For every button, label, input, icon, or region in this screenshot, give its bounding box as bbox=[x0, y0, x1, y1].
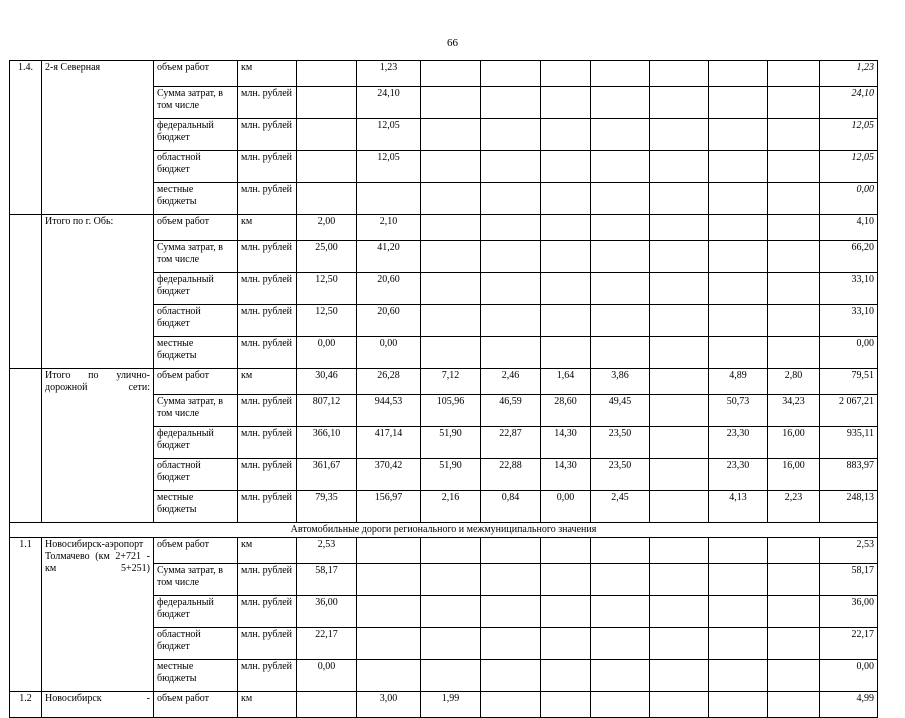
value-cell: 1,64 bbox=[541, 369, 591, 395]
value-cell: 1,23 bbox=[357, 61, 421, 87]
value-cell bbox=[481, 215, 541, 241]
value-cell bbox=[650, 337, 709, 369]
value-cell: 2,00 bbox=[297, 215, 357, 241]
value-cell bbox=[421, 151, 481, 183]
value-cell: 156,97 bbox=[357, 491, 421, 523]
value-cell bbox=[297, 151, 357, 183]
value-cell: 4,89 bbox=[709, 369, 768, 395]
value-cell bbox=[541, 305, 591, 337]
object-name: Итого по г. Обь: bbox=[42, 215, 154, 369]
value-cell: 2,16 bbox=[421, 491, 481, 523]
value-cell bbox=[650, 395, 709, 427]
value-cell bbox=[481, 596, 541, 628]
value-cell bbox=[768, 305, 820, 337]
value-cell bbox=[709, 87, 768, 119]
value-cell: 12,50 bbox=[297, 305, 357, 337]
value-cell bbox=[650, 628, 709, 660]
value-cell: 366,10 bbox=[297, 427, 357, 459]
value-cell bbox=[768, 151, 820, 183]
value-cell: 12,50 bbox=[297, 273, 357, 305]
indicator-label: Сумма затрат, в том числе bbox=[154, 395, 238, 427]
unit-cell: млн. рублей bbox=[238, 87, 297, 119]
value-cell bbox=[591, 241, 650, 273]
unit-cell: км bbox=[238, 369, 297, 395]
value-cell bbox=[650, 183, 709, 215]
unit-cell: млн. рублей bbox=[238, 241, 297, 273]
value-cell bbox=[591, 215, 650, 241]
value-cell: 16,00 bbox=[768, 459, 820, 491]
indicator-label: Сумма затрат, в том числе bbox=[154, 564, 238, 596]
indicator-label: местные бюджеты bbox=[154, 491, 238, 523]
unit-cell: млн. рублей bbox=[238, 427, 297, 459]
value-cell: 22,87 bbox=[481, 427, 541, 459]
unit-cell: км bbox=[238, 215, 297, 241]
table-row bbox=[10, 538, 878, 564]
value-cell bbox=[481, 87, 541, 119]
total-cell: 4,99 bbox=[820, 692, 878, 718]
funding-table bbox=[9, 60, 878, 718]
value-cell bbox=[591, 564, 650, 596]
page-number: 66 bbox=[447, 37, 458, 49]
value-cell bbox=[591, 61, 650, 87]
value-cell bbox=[709, 273, 768, 305]
section-title: Автомобильные дороги регионального и межмуниципального значения bbox=[10, 523, 878, 538]
value-cell bbox=[709, 538, 768, 564]
value-cell bbox=[709, 628, 768, 660]
total-cell: 2 067,21 bbox=[820, 395, 878, 427]
value-cell bbox=[591, 87, 650, 119]
value-cell bbox=[768, 183, 820, 215]
value-cell bbox=[768, 692, 820, 718]
value-cell: 24,10 bbox=[357, 87, 421, 119]
value-cell bbox=[357, 183, 421, 215]
total-cell: 24,10 bbox=[820, 87, 878, 119]
value-cell bbox=[591, 692, 650, 718]
value-cell: 0,00 bbox=[357, 337, 421, 369]
total-cell: 1,23 bbox=[820, 61, 878, 87]
total-cell: 22,17 bbox=[820, 628, 878, 660]
value-cell: 3,00 bbox=[357, 692, 421, 718]
total-cell: 2,53 bbox=[820, 538, 878, 564]
indicator-label: федеральный бюджет bbox=[154, 119, 238, 151]
value-cell bbox=[591, 628, 650, 660]
value-cell: 3,86 bbox=[591, 369, 650, 395]
value-cell: 12,05 bbox=[357, 151, 421, 183]
unit-cell: млн. рублей bbox=[238, 337, 297, 369]
value-cell: 49,45 bbox=[591, 395, 650, 427]
total-cell: 36,00 bbox=[820, 596, 878, 628]
unit-cell: млн. рублей bbox=[238, 395, 297, 427]
value-cell: 4,13 bbox=[709, 491, 768, 523]
value-cell bbox=[297, 119, 357, 151]
unit-cell: млн. рублей bbox=[238, 459, 297, 491]
total-cell: 12,05 bbox=[820, 119, 878, 151]
value-cell: 7,12 bbox=[421, 369, 481, 395]
value-cell bbox=[541, 692, 591, 718]
value-cell: 20,60 bbox=[357, 273, 421, 305]
object-name: 2-я Северная bbox=[42, 61, 154, 215]
value-cell bbox=[541, 61, 591, 87]
value-cell bbox=[768, 628, 820, 660]
row-number: 1.1 bbox=[10, 538, 42, 692]
value-cell bbox=[591, 596, 650, 628]
unit-cell: млн. рублей bbox=[238, 628, 297, 660]
indicator-label: объем работ bbox=[154, 369, 238, 395]
value-cell bbox=[650, 151, 709, 183]
value-cell bbox=[481, 337, 541, 369]
unit-cell: млн. рублей bbox=[238, 305, 297, 337]
value-cell bbox=[541, 151, 591, 183]
value-cell bbox=[357, 564, 421, 596]
indicator-label: областной бюджет bbox=[154, 459, 238, 491]
indicator-label: федеральный бюджет bbox=[154, 273, 238, 305]
total-cell: 0,00 bbox=[820, 660, 878, 692]
value-cell bbox=[421, 87, 481, 119]
value-cell bbox=[768, 564, 820, 596]
value-cell: 20,60 bbox=[357, 305, 421, 337]
value-cell bbox=[709, 151, 768, 183]
indicator-label: местные бюджеты bbox=[154, 337, 238, 369]
table-row bbox=[10, 61, 878, 87]
unit-cell: млн. рублей bbox=[238, 119, 297, 151]
value-cell: 50,73 bbox=[709, 395, 768, 427]
value-cell bbox=[541, 628, 591, 660]
total-cell: 935,11 bbox=[820, 427, 878, 459]
value-cell: 22,17 bbox=[297, 628, 357, 660]
table-row bbox=[10, 692, 878, 718]
value-cell bbox=[650, 61, 709, 87]
total-cell: 12,05 bbox=[820, 151, 878, 183]
value-cell bbox=[421, 660, 481, 692]
value-cell bbox=[481, 119, 541, 151]
indicator-label: областной бюджет bbox=[154, 151, 238, 183]
value-cell: 2,23 bbox=[768, 491, 820, 523]
value-cell: 23,50 bbox=[591, 459, 650, 491]
value-cell bbox=[650, 273, 709, 305]
value-cell: 417,14 bbox=[357, 427, 421, 459]
unit-cell: млн. рублей bbox=[238, 564, 297, 596]
value-cell bbox=[541, 273, 591, 305]
value-cell bbox=[297, 61, 357, 87]
unit-cell: млн. рублей bbox=[238, 273, 297, 305]
value-cell bbox=[421, 119, 481, 151]
value-cell bbox=[768, 596, 820, 628]
value-cell bbox=[357, 628, 421, 660]
value-cell bbox=[541, 241, 591, 273]
value-cell bbox=[709, 305, 768, 337]
value-cell: 361,67 bbox=[297, 459, 357, 491]
value-cell: 34,23 bbox=[768, 395, 820, 427]
row-number bbox=[10, 215, 42, 369]
table-row bbox=[10, 215, 878, 241]
value-cell bbox=[650, 369, 709, 395]
value-cell bbox=[650, 692, 709, 718]
value-cell bbox=[421, 337, 481, 369]
value-cell bbox=[591, 151, 650, 183]
total-cell: 0,00 bbox=[820, 183, 878, 215]
value-cell: 23,30 bbox=[709, 459, 768, 491]
value-cell bbox=[709, 660, 768, 692]
value-cell bbox=[421, 273, 481, 305]
total-cell: 4,10 bbox=[820, 215, 878, 241]
unit-cell: млн. рублей bbox=[238, 491, 297, 523]
value-cell bbox=[481, 61, 541, 87]
table-row bbox=[10, 523, 878, 538]
value-cell bbox=[421, 538, 481, 564]
value-cell bbox=[421, 215, 481, 241]
value-cell bbox=[768, 660, 820, 692]
value-cell bbox=[481, 564, 541, 596]
value-cell bbox=[650, 119, 709, 151]
value-cell bbox=[650, 660, 709, 692]
row-number bbox=[10, 369, 42, 523]
indicator-label: федеральный бюджет bbox=[154, 596, 238, 628]
unit-cell: км bbox=[238, 538, 297, 564]
value-cell: 807,12 bbox=[297, 395, 357, 427]
indicator-label: объем работ bbox=[154, 215, 238, 241]
value-cell bbox=[709, 337, 768, 369]
value-cell: 36,00 bbox=[297, 596, 357, 628]
object-name: Итого по улично-дорожной сети: bbox=[42, 369, 154, 523]
indicator-label: Сумма затрат, в том числе bbox=[154, 241, 238, 273]
total-cell: 33,10 bbox=[820, 273, 878, 305]
value-cell bbox=[709, 119, 768, 151]
value-cell bbox=[541, 119, 591, 151]
value-cell bbox=[357, 596, 421, 628]
object-name: Новосибирск - bbox=[42, 692, 154, 718]
unit-cell: км bbox=[238, 692, 297, 718]
total-cell: 33,10 bbox=[820, 305, 878, 337]
value-cell: 2,80 bbox=[768, 369, 820, 395]
value-cell bbox=[421, 61, 481, 87]
indicator-label: объем работ bbox=[154, 692, 238, 718]
total-cell: 883,97 bbox=[820, 459, 878, 491]
value-cell bbox=[357, 538, 421, 564]
value-cell bbox=[709, 183, 768, 215]
value-cell: 2,45 bbox=[591, 491, 650, 523]
value-cell bbox=[768, 119, 820, 151]
value-cell bbox=[650, 427, 709, 459]
value-cell bbox=[768, 273, 820, 305]
indicator-label: федеральный бюджет bbox=[154, 427, 238, 459]
value-cell: 2,46 bbox=[481, 369, 541, 395]
value-cell bbox=[650, 459, 709, 491]
value-cell: 14,30 bbox=[541, 459, 591, 491]
value-cell bbox=[421, 305, 481, 337]
value-cell bbox=[650, 87, 709, 119]
value-cell bbox=[481, 538, 541, 564]
value-cell: 2,10 bbox=[357, 215, 421, 241]
value-cell: 30,46 bbox=[297, 369, 357, 395]
value-cell bbox=[709, 692, 768, 718]
value-cell bbox=[297, 87, 357, 119]
value-cell: 26,28 bbox=[357, 369, 421, 395]
value-cell bbox=[591, 305, 650, 337]
row-number: 1.2 bbox=[10, 692, 42, 718]
value-cell: 25,00 bbox=[297, 241, 357, 273]
value-cell: 12,05 bbox=[357, 119, 421, 151]
value-cell bbox=[481, 151, 541, 183]
value-cell bbox=[481, 628, 541, 660]
value-cell bbox=[709, 61, 768, 87]
value-cell bbox=[297, 692, 357, 718]
indicator-label: объем работ bbox=[154, 61, 238, 87]
value-cell bbox=[768, 215, 820, 241]
value-cell bbox=[650, 564, 709, 596]
value-cell bbox=[768, 337, 820, 369]
value-cell: 370,42 bbox=[357, 459, 421, 491]
value-cell bbox=[541, 596, 591, 628]
value-cell bbox=[650, 215, 709, 241]
unit-cell: млн. рублей bbox=[238, 183, 297, 215]
value-cell bbox=[541, 538, 591, 564]
value-cell bbox=[650, 491, 709, 523]
indicator-label: областной бюджет bbox=[154, 305, 238, 337]
value-cell bbox=[421, 596, 481, 628]
value-cell: 16,00 bbox=[768, 427, 820, 459]
value-cell bbox=[481, 241, 541, 273]
unit-cell: млн. рублей bbox=[238, 596, 297, 628]
value-cell: 1,99 bbox=[421, 692, 481, 718]
value-cell bbox=[591, 273, 650, 305]
value-cell bbox=[650, 241, 709, 273]
unit-cell: млн. рублей bbox=[238, 151, 297, 183]
indicator-label: местные бюджеты bbox=[154, 660, 238, 692]
total-cell: 0,00 bbox=[820, 337, 878, 369]
value-cell: 51,90 bbox=[421, 427, 481, 459]
value-cell bbox=[709, 241, 768, 273]
total-cell: 58,17 bbox=[820, 564, 878, 596]
value-cell: 28,60 bbox=[541, 395, 591, 427]
value-cell bbox=[591, 660, 650, 692]
indicator-label: областной бюджет bbox=[154, 628, 238, 660]
value-cell bbox=[421, 564, 481, 596]
value-cell bbox=[541, 87, 591, 119]
total-cell: 79,51 bbox=[820, 369, 878, 395]
value-cell bbox=[421, 183, 481, 215]
value-cell bbox=[768, 538, 820, 564]
value-cell bbox=[421, 241, 481, 273]
value-cell bbox=[709, 215, 768, 241]
value-cell bbox=[481, 660, 541, 692]
row-number: 1.4. bbox=[10, 61, 42, 215]
value-cell bbox=[650, 305, 709, 337]
value-cell bbox=[541, 183, 591, 215]
value-cell bbox=[541, 564, 591, 596]
value-cell: 79,35 bbox=[297, 491, 357, 523]
value-cell bbox=[768, 87, 820, 119]
value-cell bbox=[591, 337, 650, 369]
value-cell: 0,84 bbox=[481, 491, 541, 523]
total-cell: 248,13 bbox=[820, 491, 878, 523]
value-cell bbox=[357, 660, 421, 692]
value-cell: 0,00 bbox=[541, 491, 591, 523]
value-cell: 46,59 bbox=[481, 395, 541, 427]
value-cell bbox=[768, 241, 820, 273]
value-cell bbox=[481, 273, 541, 305]
value-cell: 0,00 bbox=[297, 660, 357, 692]
value-cell: 23,50 bbox=[591, 427, 650, 459]
value-cell bbox=[481, 183, 541, 215]
value-cell: 944,53 bbox=[357, 395, 421, 427]
value-cell bbox=[709, 564, 768, 596]
value-cell bbox=[591, 119, 650, 151]
value-cell bbox=[297, 183, 357, 215]
value-cell: 22,88 bbox=[481, 459, 541, 491]
value-cell: 41,20 bbox=[357, 241, 421, 273]
value-cell bbox=[650, 596, 709, 628]
value-cell bbox=[541, 337, 591, 369]
unit-cell: км bbox=[238, 61, 297, 87]
value-cell: 14,30 bbox=[541, 427, 591, 459]
value-cell bbox=[768, 61, 820, 87]
value-cell bbox=[541, 660, 591, 692]
object-name: Новосибирск-аэропорт Толмачево (км 2+721 - км 5+251) bbox=[42, 538, 154, 692]
value-cell: 2,53 bbox=[297, 538, 357, 564]
value-cell bbox=[481, 692, 541, 718]
indicator-label: местные бюджеты bbox=[154, 183, 238, 215]
value-cell bbox=[650, 538, 709, 564]
value-cell bbox=[709, 596, 768, 628]
value-cell bbox=[591, 538, 650, 564]
table-body bbox=[10, 61, 878, 718]
value-cell bbox=[541, 215, 591, 241]
value-cell bbox=[591, 183, 650, 215]
value-cell: 23,30 bbox=[709, 427, 768, 459]
total-cell: 66,20 bbox=[820, 241, 878, 273]
value-cell: 58,17 bbox=[297, 564, 357, 596]
value-cell: 0,00 bbox=[297, 337, 357, 369]
table-row bbox=[10, 369, 878, 395]
unit-cell: млн. рублей bbox=[238, 660, 297, 692]
value-cell: 105,96 bbox=[421, 395, 481, 427]
value-cell bbox=[421, 628, 481, 660]
indicator-label: Сумма затрат, в том числе bbox=[154, 87, 238, 119]
indicator-label: объем работ bbox=[154, 538, 238, 564]
value-cell: 51,90 bbox=[421, 459, 481, 491]
value-cell bbox=[481, 305, 541, 337]
